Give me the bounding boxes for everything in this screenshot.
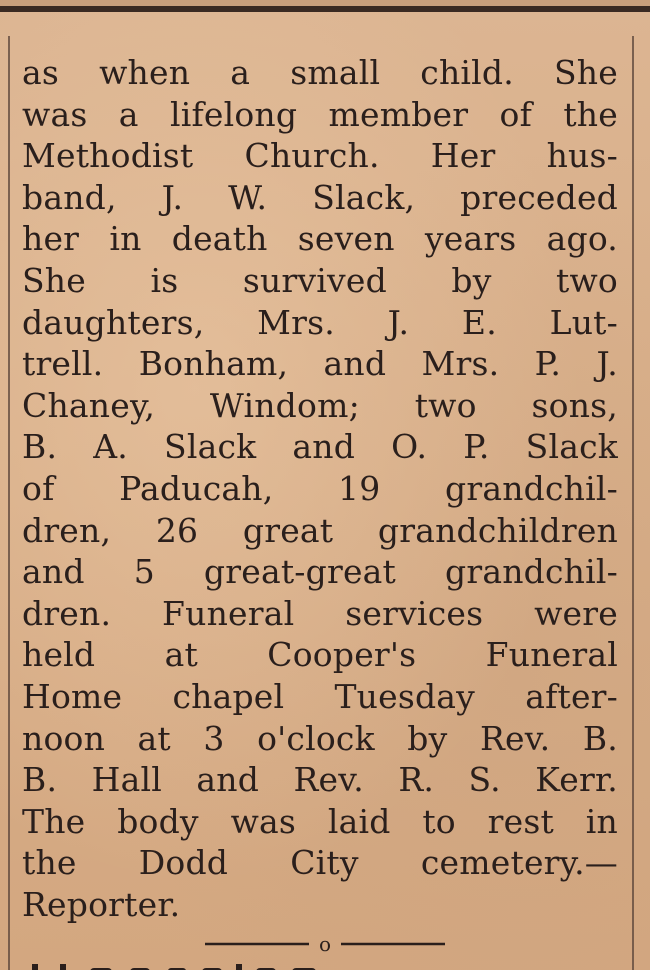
article-line: The body was laid to rest in <box>22 801 618 841</box>
article-line: dren. Funeral services were <box>22 593 618 633</box>
section-separator <box>205 928 445 958</box>
article-line: Reporter. <box>22 884 181 924</box>
article-line: held at Cooper's Funeral <box>22 635 618 675</box>
article-line: B. Hall and Rev. R. S. Kerr. <box>22 760 618 800</box>
article-line: trell. Bonham, and Mrs. P. J. <box>22 344 618 384</box>
article-line: band, J. W. Slack, preceded <box>22 177 618 217</box>
article-line: She is survived by two <box>22 260 618 300</box>
article-line: was a lifelong member of the <box>22 94 618 134</box>
separator-glyph: o <box>318 932 332 956</box>
article-line: Home chapel Tuesday after- <box>22 676 618 716</box>
right-column-rule <box>632 36 634 970</box>
article-line: daughters, Mrs. J. E. Lut- <box>22 302 618 342</box>
obituary-article <box>22 52 618 925</box>
article-line: of Paducah, 19 grandchil- <box>22 468 618 508</box>
top-column-rule <box>0 6 650 12</box>
article-line: noon at 3 o'clock by Rev. B. <box>22 718 618 758</box>
next-article-heading-cutoff <box>30 956 360 970</box>
article-line: Methodist Church. Her hus- <box>22 136 618 176</box>
article-line: dren, 26 great grandchildren <box>22 510 618 550</box>
article-line: her in death seven years ago. <box>22 219 618 259</box>
article-line: the Dodd City cemetery.— <box>22 843 618 883</box>
article-line: Chaney, Windom; two sons, <box>22 385 618 425</box>
article-line: B. A. Slack and O. P. Slack <box>22 427 618 467</box>
article-line: and 5 great-great grandchil- <box>22 552 618 592</box>
article-line: as when a small child. She <box>22 53 618 92</box>
left-column-rule <box>8 36 10 970</box>
